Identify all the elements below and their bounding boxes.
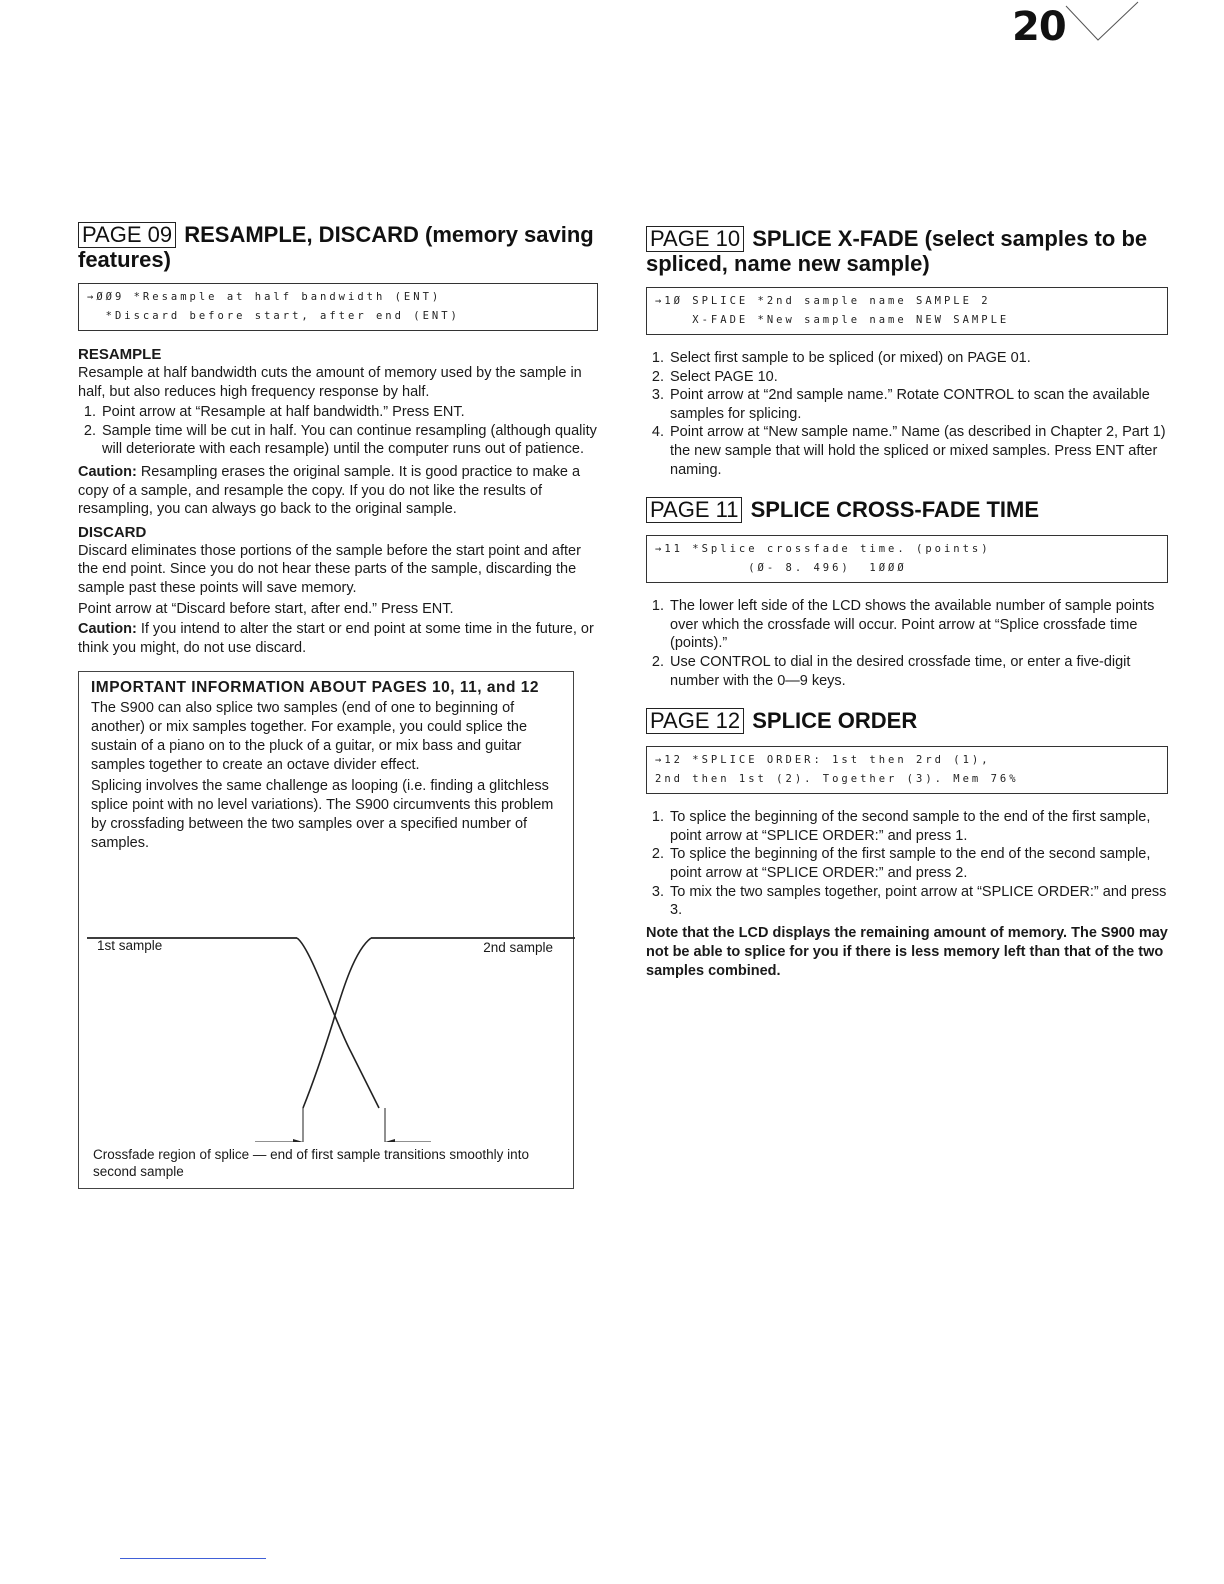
corner-mark-icon (1062, 0, 1142, 44)
right-column (646, 222, 1168, 981)
resample-heading: RESAMPLE (78, 346, 162, 363)
lcd-line: →11 *Splice crossfade time. (points) (655, 543, 991, 556)
discard-step: Point arrow at “Discard before start, after end.” Press ENT. (78, 600, 454, 617)
page10-heading (646, 226, 1168, 275)
caution-label: Caution: (78, 621, 137, 638)
list-item: 1. To splice the beginning of the second sample to the end of the first sample, point arrow at “SPLICE ORDER:” and press 1. (668, 808, 1168, 845)
resample-caution (78, 463, 598, 519)
page11-title: SPLICE CROSS-FADE TIME (750, 497, 1040, 523)
resample-caution-text: Resampling erases the original sample. It is good practice to make a copy of a sample, and resample the copy. If you do not like the results of resampling, you can always go back to the original sample. (78, 463, 581, 518)
list-item: 2. Select PAGE 10. (668, 368, 1168, 387)
list-item: 2. Use CONTROL to dial in the desired crossfade time, or enter a five-digit number with the 0—9 keys. (668, 653, 1168, 690)
list-item: 3. Point arrow at “2nd sample name.” Rotate CONTROL to scan the available samples for splicing. (668, 386, 1168, 423)
page12-note: Note that the LCD displays the remaining amount of memory. The S900 may not be able to splice for you if there is less memory left than that of the two samples combined. (646, 924, 1168, 979)
page10-lcd (646, 287, 1168, 335)
crossfade-caption: Crossfade region of splice — end of first sample transitions smoothly into second sample (93, 1147, 529, 1180)
lcd-line: →1Ø SPLICE *2nd sample name SAMPLE 2 (655, 295, 991, 307)
page11-lcd (646, 535, 1168, 583)
info-box-para2: Splicing involves the same challenge as looping (i.e. finding a glitchless splice point with no level variations). The S900 circumvents this problem by crossfading between the two samples over a specified number of samples. (91, 778, 554, 852)
page12-heading (646, 708, 1168, 734)
page12-steps (646, 808, 1168, 920)
lcd-line: X-FADE *New sample name NEW SAMPLE (655, 314, 1010, 326)
page10-title: SPLICE X-FADE (select samples to be spliced, name new sample) (646, 226, 1148, 276)
page09-tag: PAGE 09 (78, 222, 176, 248)
discard-caution (78, 620, 598, 657)
discard-heading: DISCARD (78, 523, 147, 541)
left-pointing-arrow-icon (385, 1139, 395, 1142)
page11-tag: PAGE 11 (646, 497, 742, 523)
page10-steps (646, 349, 1168, 479)
first-sample-label: 1st sample (97, 938, 163, 954)
lcd-line: 2nd then 1st (2). Together (3). Mem 76% (655, 773, 1019, 786)
list-item: 1. Select first sample to be spliced (or mixed) on PAGE 01. (668, 349, 1168, 368)
page10-tag: PAGE 10 (646, 226, 744, 252)
list-item: 1. The lower left side of the LCD shows the available number of sample points over which the crossfade will occur. Point arrow at “Splice crossfade time (points).” (668, 597, 1168, 653)
footer-rule (120, 1558, 266, 1559)
resample-intro: Resample at half bandwidth cuts the amount of memory used by the sample in half, but also reduces high frequency response by half. (78, 365, 582, 400)
list-item: 3. To mix the two samples together, point arrow at “SPLICE ORDER:” and press 3. (668, 883, 1168, 920)
first-sample-fade-curve (297, 938, 379, 1108)
crossfade-diagram (79, 922, 575, 1142)
resample-steps (78, 403, 598, 459)
left-column (78, 222, 598, 1189)
page12-lcd (646, 746, 1168, 794)
lcd-line: →12 *SPLICE ORDER: 1st then 2rd (1), (655, 754, 991, 767)
lcd-line: →ØØ9 *Resample at half bandwidth (ENT) (87, 291, 442, 303)
page09-lcd (78, 283, 598, 331)
page-number: 20 (1012, 4, 1066, 50)
discard-caution-text: If you intend to alter the start or end point at some time in the future, or think you might, do not use discard. (78, 621, 594, 656)
page09-heading (78, 222, 598, 271)
list-item: 2. Sample time will be cut in half. You can continue resampling (although quality will deteriorate with each resample) until the computer runs out of patience. (100, 422, 598, 459)
important-info-box (78, 671, 574, 1189)
page12-title: SPLICE ORDER (752, 708, 918, 734)
second-sample-label: 2nd sample (483, 940, 553, 956)
list-item: 4. Point arrow at “New sample name.” Name (as described in Chapter 2, Part 1) the new sample that will hold the spliced or mixed samples. Press ENT after naming. (668, 423, 1168, 479)
page09-title: RESAMPLE, DISCARD (memory saving features) (78, 222, 594, 272)
lcd-line: *Discard before start, after end (ENT) (87, 310, 460, 322)
lcd-line: (Ø- 8. 496) 1ØØØ (655, 562, 907, 575)
list-item: 2. To splice the beginning of the first sample to the end of the second sample, point arrow at “SPLICE ORDER:” and press 2. (668, 845, 1168, 882)
page11-steps (646, 597, 1168, 690)
info-box-title: IMPORTANT INFORMATION ABOUT PAGES 10, 11, and 12 (91, 679, 540, 697)
list-item: 1. Point arrow at “Resample at half bandwidth.” Press ENT. (100, 403, 598, 422)
right-pointing-arrow-icon (293, 1139, 303, 1142)
page11-heading (646, 497, 1168, 523)
caution-label: Caution: (78, 463, 137, 480)
discard-intro: Discard eliminates those portions of the sample before the start point and after the end point. Since you do not hear these parts of the sample, discarding the sample past these points will save memory. (78, 542, 581, 596)
page12-tag: PAGE 12 (646, 708, 744, 734)
info-box-para1: The S900 can also splice two samples (end of one to beginning of another) or mix samples together. For example, you could splice the sustain of a piano on to the pluck of a guitar, or mix bass and guitar samples together to create an octave divider effect. (91, 700, 528, 774)
